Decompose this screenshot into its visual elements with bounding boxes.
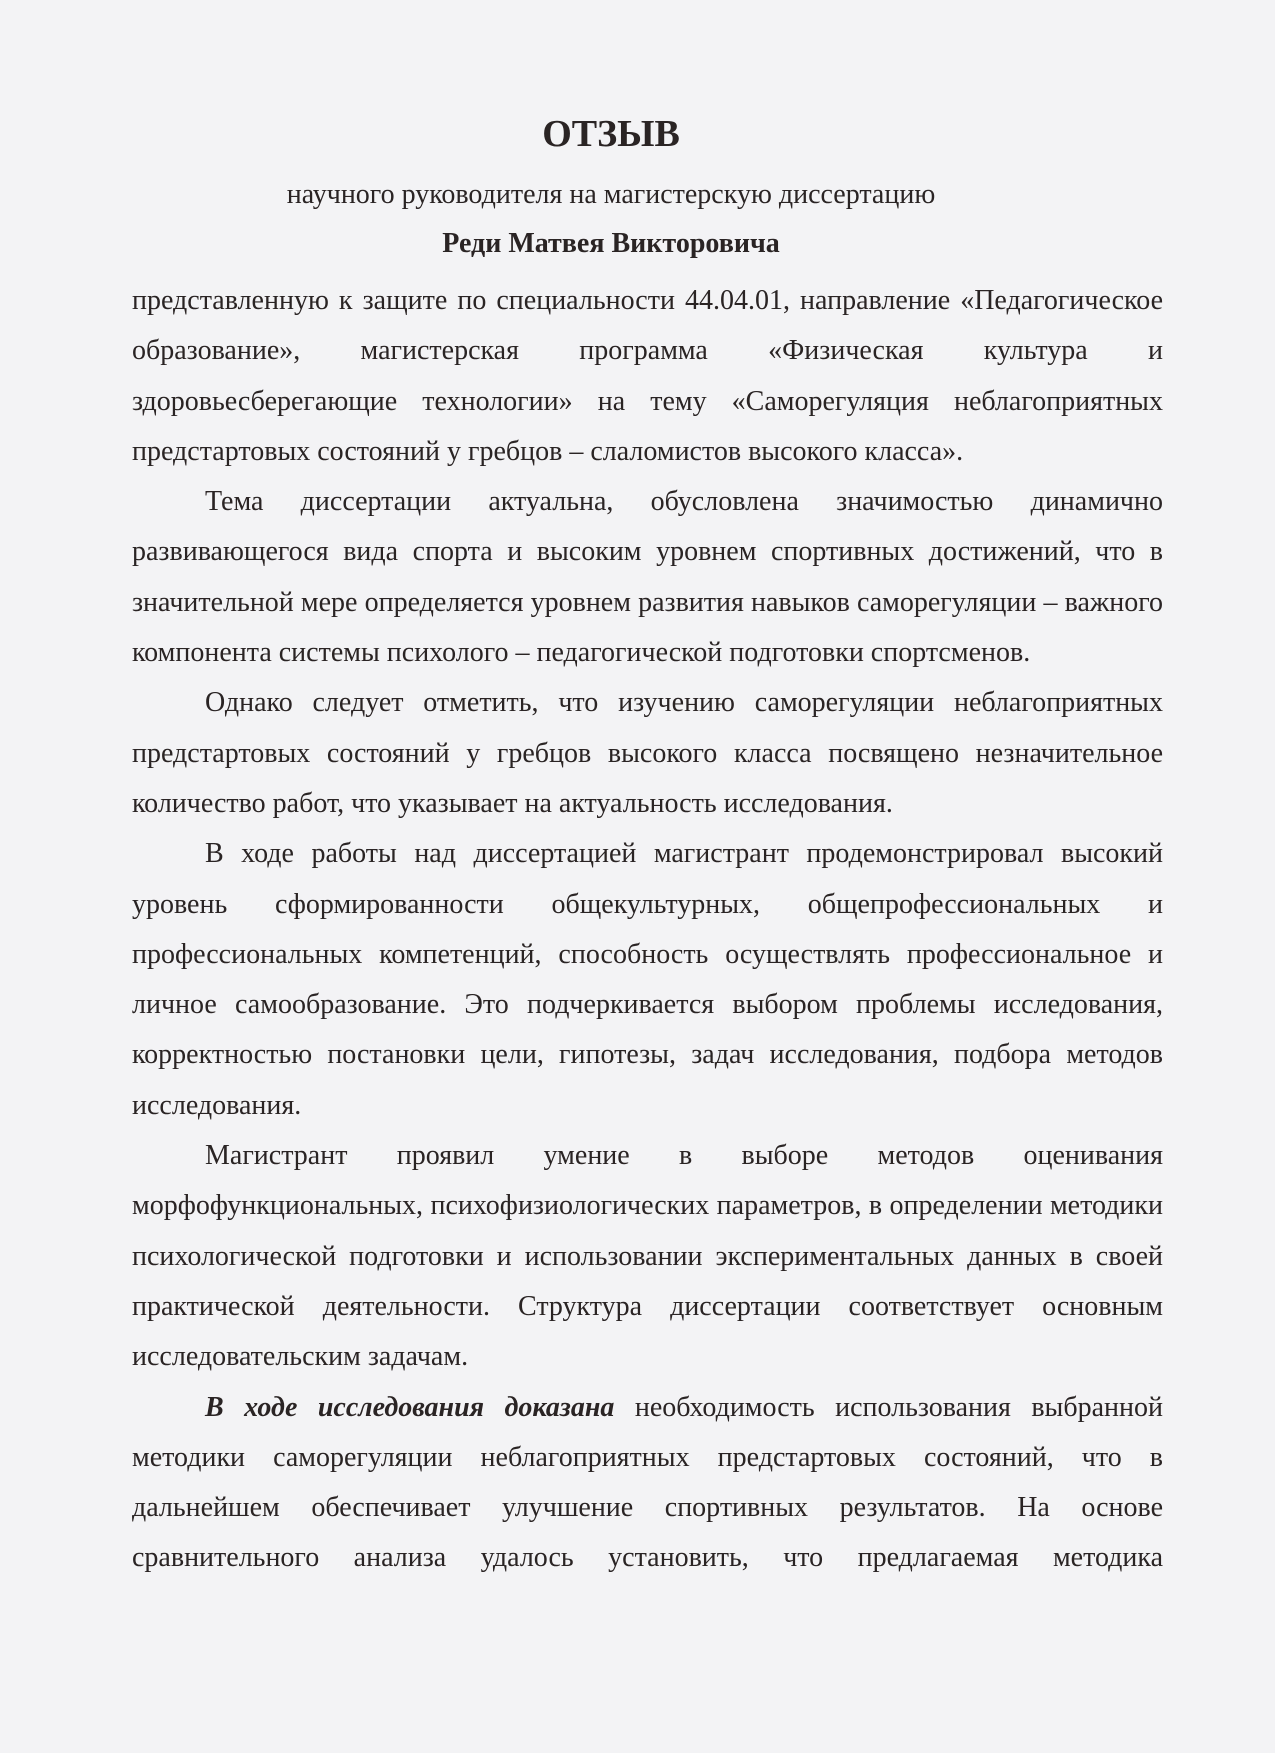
paragraph: представленную к защите по специальности 44.04.01, направление «Педагогическое образование», магистерская программа «Физическая культура и здоровьесберегающие технологии» на тему «Саморегуляция неблагоприятных предстартовых состояний у гребцов – слаломистов высокого класса». (132, 285, 1163, 467)
document-subtitle: научного руководителя на магистерскую диссертацию (286, 179, 936, 210)
emphasis-text: В ходе исследования доказана (205, 1391, 615, 1423)
paragraph: Однако следует отметить, что изучению саморегуляции неблагоприятных предстартовых состояний у гребцов высокого класса посвящено незначительное количество работ, что указывает на актуальность исследования. (132, 687, 1163, 819)
document-body (132, 276, 1163, 1584)
student-name: Реди Матвея Викторовича (442, 228, 780, 259)
paragraph-conclusion (132, 1383, 1163, 1584)
document-title: ОТЗЫВ (542, 113, 680, 155)
paragraph: Магистрант проявил умение в выборе методов оценивания морфофункциональных, психофизиологических параметров, в определении методики психологической подготовки и использовании экспериментальных данных в своей практической деятельности. Структура диссертации соответствует основным исследовательским задачам. (132, 1140, 1163, 1373)
paragraph: Тема диссертации актуальна, обусловлена значимостью динамично развивающегося вида спорта и высоким уровнем спортивных достижений, что в значительной мере определяется уровнем развития навыков саморегуляции – важного компонента системы психолого – педагогической подготовки спортсменов. (132, 486, 1163, 669)
paragraph: В ходе работы над диссертацией магистрант продемонстрировал высокий уровень сформированности общекультурных, общепрофессиональных и профессиональных компетенций, способность осуществлять профессиональное и личное самообразование. Это подчеркивается выбором проблемы исследования, корректностью постановки цели, гипотезы, задач исследования, подбора методов исследования. (132, 838, 1163, 1121)
paragraph-text: необходимость использования выбранной методики саморегуляции неблагоприятных предстартовых состояний, что в дальнейшем обеспечивает улучшение спортивных результатов. На основе сравнительного анализа удалось установить, что предлагаемая методика (132, 1391, 1163, 1574)
